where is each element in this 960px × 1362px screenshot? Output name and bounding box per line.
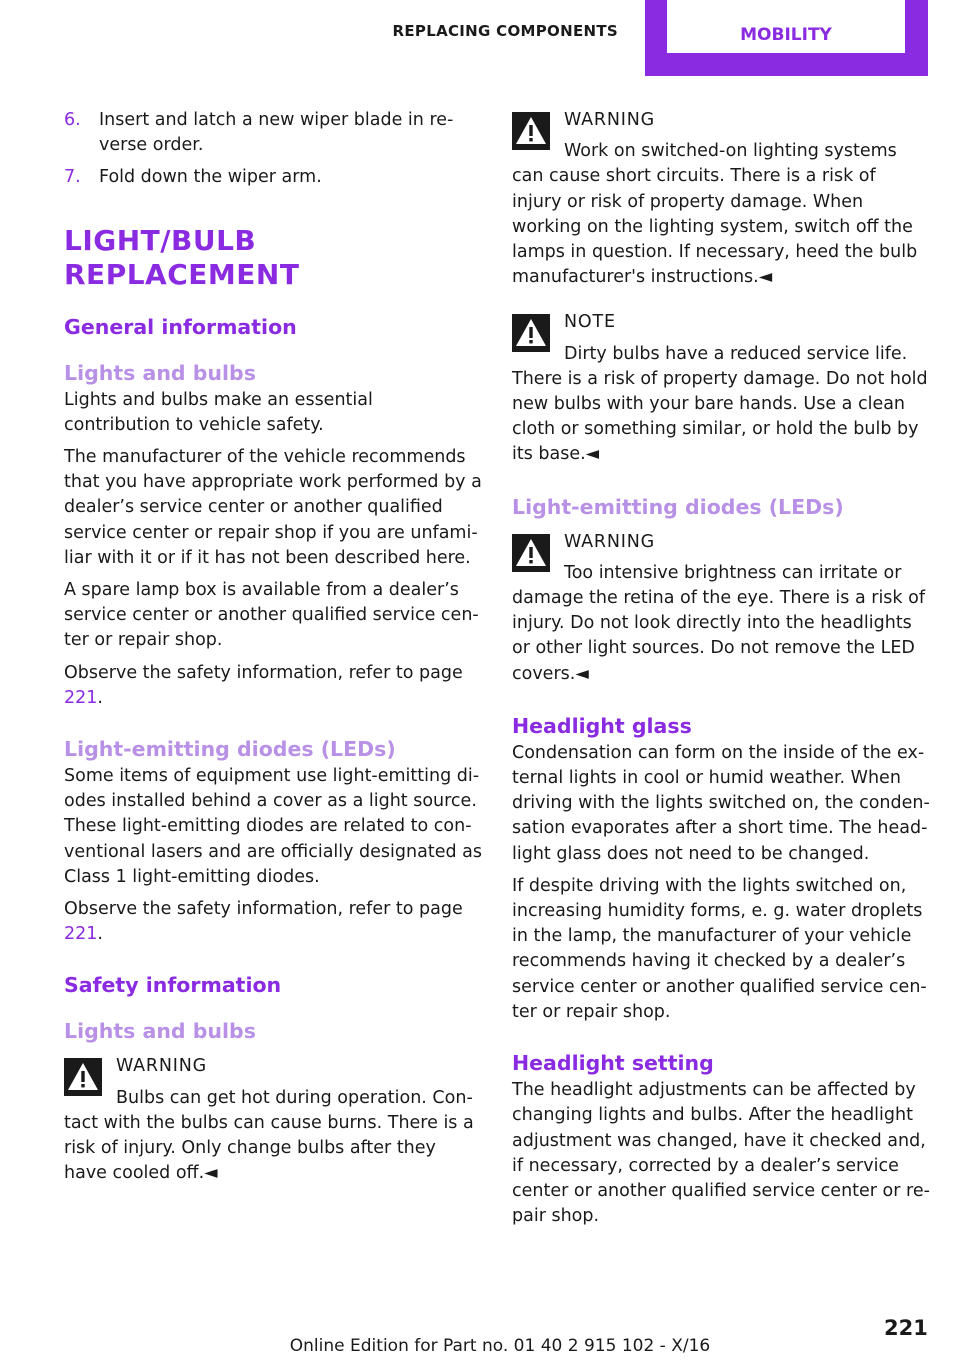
warning-triangle-icon: [512, 314, 550, 352]
safety-information-heading: Safety information: [64, 973, 282, 998]
warning-triangle-icon: [512, 112, 550, 150]
right-column: [512, 108, 930, 1236]
warning-text: Work on switched-on lighting systems can cause short circuits. There is a risk of injury or risk of property damage. When working on the lighting system, switch off the lamps in question. If necessary, heed the bulb manufacturer's instructions.◄: [512, 141, 918, 288]
note-notice: [512, 310, 930, 467]
step-number: 6.: [64, 110, 81, 130]
page-link[interactable]: 221: [64, 687, 98, 708]
paragraph: The manufacturer of the vehicle recommends that you have appropriate work performed by a dealer’s service center or another qualified service center or repair shop if you are unfamiliar with it or if it has not been described here.: [64, 447, 482, 568]
paragraph: A spare lamp box is available from a dealer’s service center or another qualified service center or repair shop.: [64, 580, 479, 651]
warning-text: Too intensive brightness can irritate or damage the retina of the eye. There is a risk of injury. Do not look directly into the headlights or other light sources. Do not remove the LED covers.◄: [512, 562, 925, 684]
paragraph: Some items of equipment use light-emitting diodes installed behind a cover as a light source. These light-emitting diodes are related to conventional lasers and are officially designated as Class 1 light-emitting diodes.: [64, 766, 482, 887]
list-item: [64, 108, 482, 158]
page-number: 221: [884, 1316, 928, 1340]
step-number: 7.: [64, 167, 81, 188]
note-keyword: NOTE: [564, 312, 616, 333]
step-text: Fold down the wiper arm.: [99, 167, 322, 188]
warning-keyword: WARNING: [564, 531, 655, 552]
observe-text: Observe the safety information, refer to page: [64, 899, 463, 920]
paragraph: Observe the safety information, refer to page 221.: [64, 662, 463, 708]
page-link[interactable]: 221: [64, 924, 98, 945]
paragraph: Lights and bulbs make an essential contribution to vehicle safety.: [64, 389, 373, 435]
warning-notice: [512, 108, 930, 290]
general-information-heading: General information: [64, 314, 297, 339]
headlight-setting-heading: Headlight setting: [512, 1051, 714, 1076]
section-heading: LIGHT/BULB REPLACEMENT: [64, 223, 300, 291]
warning-triangle-icon: [64, 1058, 102, 1096]
headlight-glass-heading: Headlight glass: [512, 713, 692, 738]
led-heading: Light-emitting diodes (LEDs): [512, 494, 844, 519]
paragraph: The headlight adjustments can be affected by changing lights and bulbs. After the headlight adjustment was changed, have it checked and, if necessary, corrected by a dealer’s service center or another qualified service center or repair shop.: [512, 1080, 930, 1227]
chapter-tab-label: MOBILITY: [667, 0, 905, 53]
footer-text: Online Edition for Part no. 01 40 2 915 102 - X/16: [289, 1336, 711, 1356]
warning-triangle-icon: [512, 534, 550, 572]
led-heading: Light-emitting diodes (LEDs): [64, 737, 396, 762]
paragraph: Observe the safety information, refer to page 221.: [64, 899, 463, 945]
warning-keyword: WARNING: [116, 1056, 207, 1077]
warning-text: Bulbs can get hot during operation. Contact with the bulbs can cause burns. There is a risk of injury. Only change bulbs after they have cooled off.◄: [64, 1087, 474, 1184]
step-text: Insert and latch a new wiper blade in reverse order.: [99, 110, 454, 156]
observe-text: Observe the safety information, refer to page: [64, 662, 463, 683]
list-item: [64, 165, 482, 190]
lights-and-bulbs-heading: Lights and bulbs: [64, 360, 256, 385]
paragraph: If despite driving with the lights switched on, increasing humidity forms, e. g. water droplets in the lamp, the manufacturer of your vehicle recommends having it checked by a dealer’s service center or another qualified service center or repair shop.: [512, 875, 927, 1022]
warning-notice: [64, 1054, 482, 1186]
left-column: [64, 108, 482, 1193]
paragraph: Condensation can form on the inside of the external lights in cool or humid weather. When driving with the lights switched on, the condensation evaporates after a short time. The headlight glass does not need to be changed.: [512, 742, 930, 864]
section-title: REPLACING COMPONENTS: [392, 22, 618, 40]
warning-notice: [512, 530, 930, 687]
warning-keyword: WARNING: [564, 110, 655, 130]
note-text: Dirty bulbs have a reduced service life. There is a risk of property damage. Do not hold new bulbs with your bare hands. Use a clean cloth or something similar, or hold the bulb by its base.◄: [512, 343, 928, 465]
chapter-tab: [645, 0, 928, 76]
lights-and-bulbs-heading: Lights and bulbs: [64, 1019, 256, 1044]
